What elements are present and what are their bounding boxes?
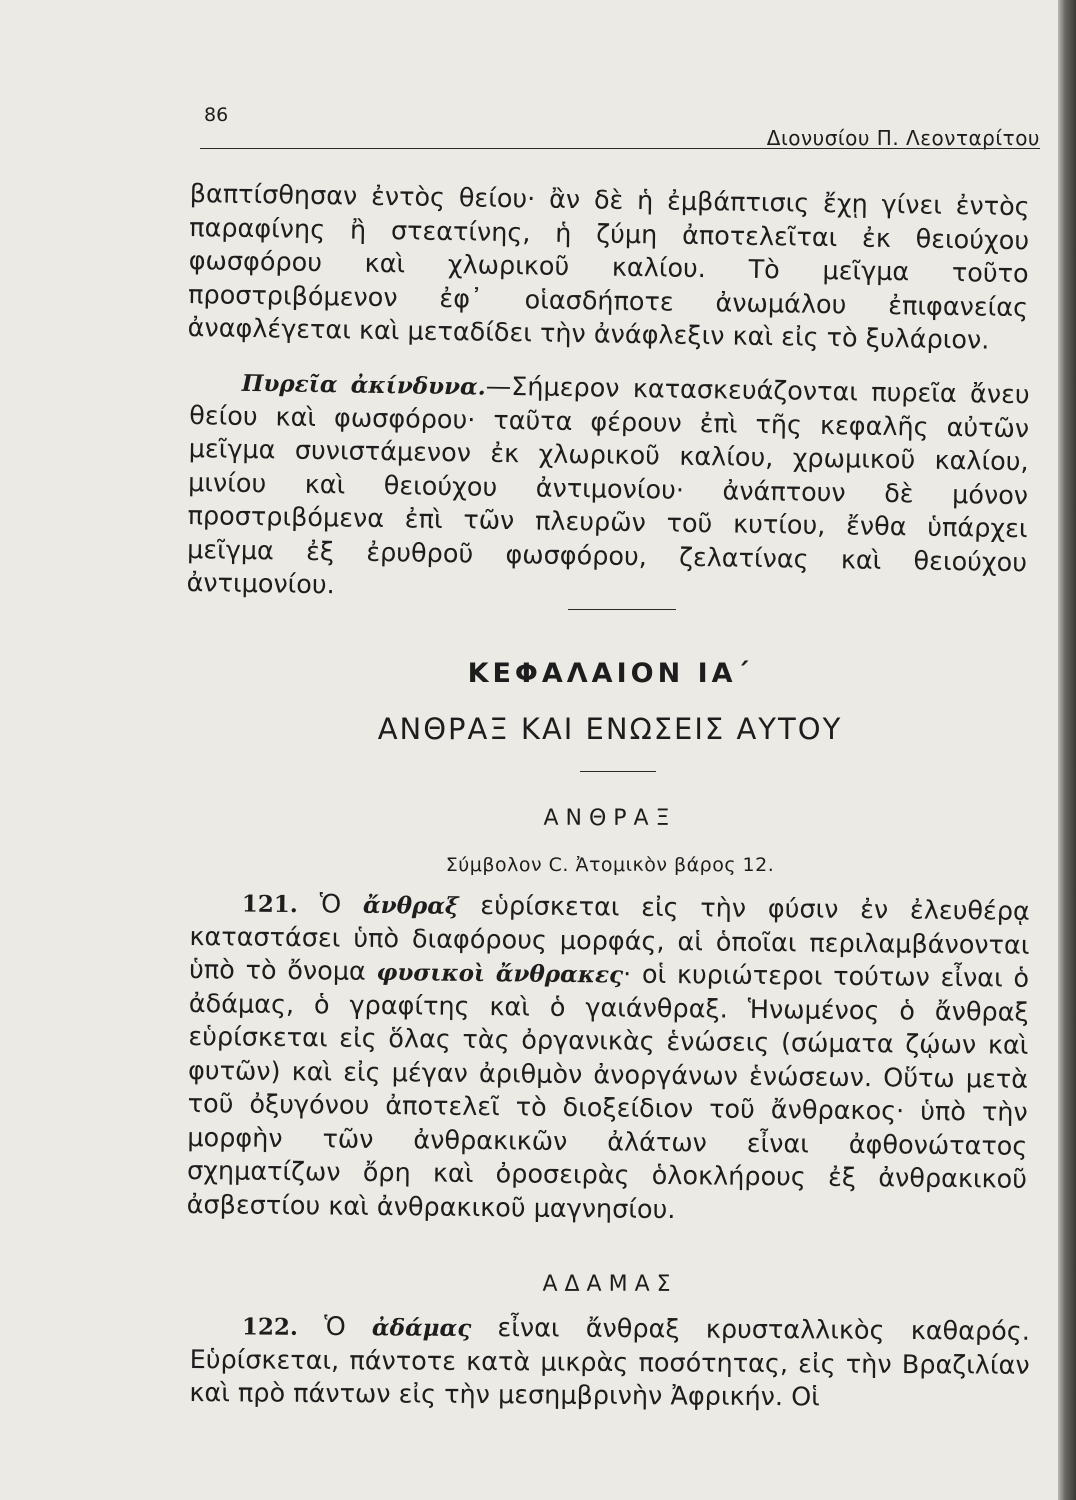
emphasized-term: ἄνθραξ: [362, 891, 459, 920]
paragraph-safety-matches: [186, 366, 1030, 614]
paragraph-text: Ὁ: [297, 1311, 373, 1343]
running-title: Διονυσίου Π. Λεονταρίτου: [766, 126, 1040, 150]
separator-line: [568, 609, 676, 610]
paragraph-text: εὑρίσκεται εἰς τὴν φύσιν ἐν ἐλευθέρᾳ καταστάσει ὑπὸ διαφόρους μορφάς, αἱ ὁποῖαι περιλαμβάνονται ὑπὸ τὸ ὄνομα: [188, 890, 1030, 987]
paragraph-121: [186, 887, 1029, 1231]
paragraph-lead: Πυρεῖα ἀκίνδυνα.: [241, 369, 486, 401]
paragraph-text: · οἱ κυριώτεροι τούτων εἶναι ὁ ἀδάμας, ὁ γραφίτης καὶ ὁ γαιάνθραξ. Ἡνωμένος ὁ ἄνθραξ εὑρίσκεται εἰς ὅλας τὰς ὀργανικὰς ἑνώσεις (σώματα ζῴων καὶ φυτῶν) καὶ εἰς μέγαν ἀριθμὸν ἀνοργάνων ἑνώσεων. Οὕτω μετὰ τοῦ ὀξυγόνου ἀποτελεῖ τὸ διοξείδιον τοῦ ἄνθρακος· ὑπὸ τὴν μορφὴν τῶν ἀνθρακικῶν ἀλάτων εἶναι ἀφθονώτατος σχηματίζων ὄρη καὶ ὀροσειρὰς ὁλοκλήρους ἐξ ἀνθρακικοῦ ἀσβεστίου καὶ ἀνθρακικοῦ μαγνησίου.: [186, 959, 1030, 1225]
paragraph-number: 121.: [241, 890, 298, 919]
page-header: [200, 104, 1040, 150]
header-rule: [200, 148, 1040, 149]
paragraph-number: 122.: [241, 1313, 299, 1341]
paragraph-text: βαπτίσθησαν ἐντὸς θείου· ἂν δὲ ἡ ἐμβάπτισις ἔχῃ γίνει ἐντὸς παραφίνης ἢ στεατίνης, ἡ ζύμη ἀποτελεῖται ἐκ θειούχου φωσφόρου καὶ χλωρικοῦ καλίου. Τὸ μεῖγμα τοῦτο προστριβόμενον ἐφ᾽ οἱασδήποτε ἀνωμάλου ἐπιφανείας ἀναφλέγεται καὶ μεταδίδει τὴν ἀνάφλεξιν καὶ εἰς τὸ ξυλάριον.: [187, 178, 1030, 356]
paragraph-122: [189, 1310, 1030, 1416]
emphasized-term: ἀδάμας: [371, 1314, 472, 1342]
chapter-label: ΚΕΦΑΛΑΙΟΝ ΙΑ΄: [467, 658, 753, 689]
section-heading-diamond: ΑΔΑΜΑΣ: [542, 1272, 678, 1297]
paragraph-text: —Σήμερον κατασκευάζονται πυρεῖα ἄνευ θείου καὶ φωσφόρου· ταῦτα φέρουν ἐπὶ τῆς κεφαλῆς αὐτῶν μεῖγμα συνιστάμενον ἐκ χλωρικοῦ καλίου, χρωμικοῦ καλίου, μινίου καὶ θειούχου ἀντιμονίου· ἀνάπτουν δὲ μόνον προστριβόμενα ἐπὶ τῶν πλευρῶν τοῦ κυτίου, ἔνθα ὑπάρχει μεῖγμα ἐξ ἐρυθροῦ φωσφόρου, ζελατίνας καὶ θειούχου ἀντιμονίου.: [186, 371, 1030, 601]
chapter-title: ΑΝΘΡΑΞ ΚΑΙ ΕΝΩΣΕΙΣ ΑΥΤΟΥ: [377, 712, 843, 746]
paragraph-text: εἶναι ἄνθραξ κρυσταλλικὸς καθαρός. Εὑρίσκεται, πάντοτε κατὰ μικρὰς ποσότητας, εἰς τὴν Βραζιλίαν καὶ πρὸ πάντων εἰς τὴν μεσημβρινὴν Ἀφρικήν. Οἱ: [189, 1312, 1030, 1413]
page-number: 86: [204, 104, 229, 126]
emphasized-term: φυσικοὶ ἄνθρακες: [376, 958, 624, 989]
symbol-line: Σύμβολον C. Ἀτομικὸν βάρος 12.: [445, 854, 775, 876]
separator-line: [580, 771, 656, 772]
paragraph-text: Ὁ: [297, 889, 364, 920]
page-edge-shadow: [1058, 0, 1076, 1500]
paragraph-continued: [187, 178, 1030, 359]
section-heading-carbon: ΑΝΘΡΑΞ: [543, 806, 677, 831]
